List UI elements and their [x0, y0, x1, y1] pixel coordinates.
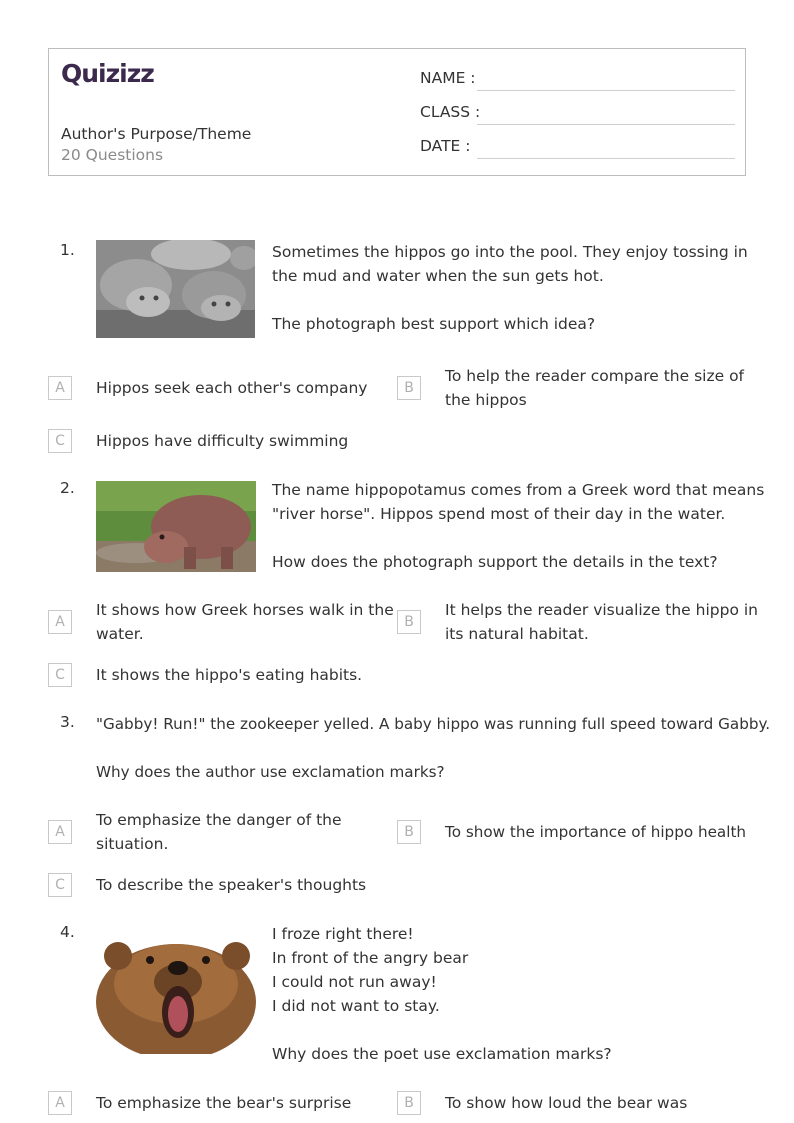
option-b-text[interactable]: To show how loud the bear was	[445, 1094, 688, 1112]
option-b-box[interactable]: B	[397, 610, 421, 634]
option-b-box[interactable]: B	[397, 820, 421, 844]
class-line	[477, 124, 735, 125]
date-label: DATE :	[420, 137, 471, 155]
option-b-box[interactable]: B	[397, 1091, 421, 1115]
hippos-in-water-photo	[96, 240, 255, 338]
option-b-text[interactable]: To help the reader compare the size of the hippos	[445, 367, 745, 409]
option-a-box[interactable]: A	[48, 376, 72, 400]
question-text: "Gabby! Run!" the zookeeper yelled. A baby hippo was running full speed toward Gabby. Why does the author use exclamation marks?	[96, 715, 771, 781]
option-c-box[interactable]: C	[48, 873, 72, 897]
option-c-text[interactable]: To describe the speaker's thoughts	[96, 876, 367, 894]
option-a-box[interactable]: A	[48, 820, 72, 844]
question-count: 20 Questions	[61, 146, 164, 164]
question-text: Sometimes the hippos go into the pool. They enjoy tossing in the mud and water when the sun gets hot. The photograph best support which idea?	[272, 243, 748, 333]
date-field[interactable]	[420, 137, 740, 161]
option-c-box[interactable]: C	[48, 429, 72, 453]
option-b-box[interactable]: B	[397, 376, 421, 400]
option-b-text[interactable]: To show the importance of hippo health	[445, 823, 747, 841]
question-number: 4.	[60, 923, 75, 941]
question-text: The name hippopotamus comes from a Greek word that means "river horse". Hippos spend most of their day in the water. How does the photograph support the details in the text?	[272, 481, 765, 571]
option-c-text[interactable]: Hippos have difficulty swimming	[96, 432, 349, 450]
option-c-text[interactable]: It shows the hippo's eating habits.	[96, 666, 363, 684]
option-a-text[interactable]: Hippos seek each other's company	[96, 379, 368, 397]
class-label: CLASS :	[420, 103, 481, 121]
question-number: 2.	[60, 479, 75, 497]
option-a-text[interactable]: It shows how Greek horses walk in the water.	[96, 601, 394, 643]
name-label: NAME :	[420, 69, 476, 87]
class-field[interactable]	[420, 103, 740, 127]
option-a-box[interactable]: A	[48, 1091, 72, 1115]
option-c-box[interactable]: C	[48, 663, 72, 687]
option-a-text[interactable]: To emphasize the bear's surprise	[96, 1094, 352, 1112]
name-line	[477, 90, 735, 91]
option-a-box[interactable]: A	[48, 610, 72, 634]
hippo-by-river-photo	[96, 481, 256, 572]
date-line	[477, 158, 735, 159]
question-text: I froze right there! In front of the angry bear I could not run away! I did not want to stay. Why does the poet use exclamation marks?	[272, 925, 612, 1063]
worksheet-title: Author's Purpose/Theme	[61, 125, 252, 143]
option-a-text[interactable]: To emphasize the danger of the situation.	[96, 811, 342, 853]
question-number: 1.	[60, 241, 75, 259]
angry-bear-photo	[96, 934, 256, 1054]
quizizz-logo: Quizizz	[61, 59, 154, 88]
worksheet-header	[48, 48, 746, 176]
name-field[interactable]	[420, 69, 740, 93]
option-b-text[interactable]: It helps the reader visualize the hippo in its natural habitat.	[445, 601, 758, 643]
question-number: 3.	[60, 713, 75, 731]
